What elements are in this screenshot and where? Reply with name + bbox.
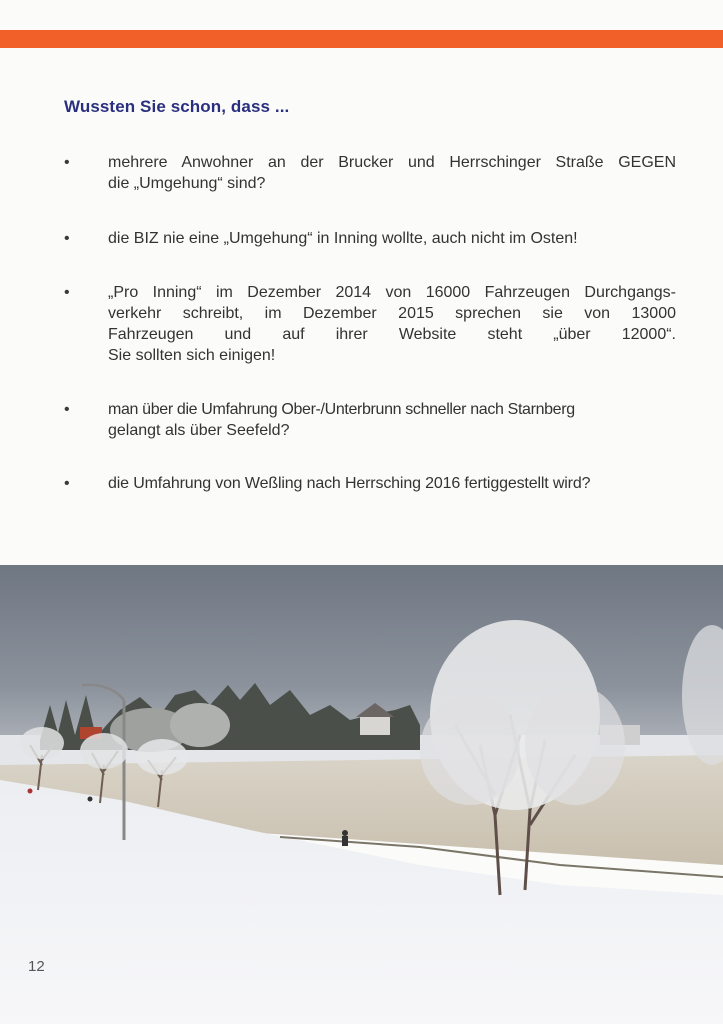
list-item-line: Fahrzeugen und auf ihrer Website steht „über 12000“.	[108, 326, 676, 343]
list-item-line: gelangt als über Seefeld?	[108, 422, 290, 439]
list-item-text	[108, 152, 676, 194]
list-item-line: „Pro Inning“ im Dezember 2014 von 16000 Fahrzeugen Durchgangs-	[108, 284, 676, 301]
list-item-text	[108, 282, 676, 366]
top-accent-bar	[0, 30, 723, 48]
bullet-dot: •	[64, 475, 70, 492]
list-item-line: verkehr schreibt, im Dezember 2015 sprechen sie von 13000	[108, 305, 676, 322]
list-item-line: die Umfahrung von Weßling nach Herrsching 2016 fertiggestellt wird?	[108, 475, 591, 492]
bullet-dot: •	[64, 154, 70, 171]
bullet-dot: •	[64, 401, 70, 418]
list-item-text	[108, 399, 676, 441]
winter-landscape-photo	[0, 565, 723, 1024]
list-item-text	[108, 473, 676, 494]
bullet-dot: •	[64, 284, 70, 301]
list-item-line: mehrere Anwohner an der Brucker und Herrschinger Straße GEGEN	[108, 154, 676, 171]
page-number: 12	[28, 958, 45, 975]
list-item-line: Sie sollten sich einigen!	[108, 347, 276, 364]
list-item-line: die BIZ nie eine „Umgehung“ in Inning wollte, auch nicht im Osten!	[108, 230, 578, 247]
list-item-line: die „Umgehung“ sind?	[108, 175, 266, 192]
page-heading: Wussten Sie schon, dass ...	[64, 97, 290, 116]
list-item-text	[108, 228, 676, 249]
bullet-dot: •	[64, 230, 70, 247]
list-item-line: man über die Umfahrung Ober-/Unterbrunn schneller nach Starnberg	[108, 401, 575, 418]
